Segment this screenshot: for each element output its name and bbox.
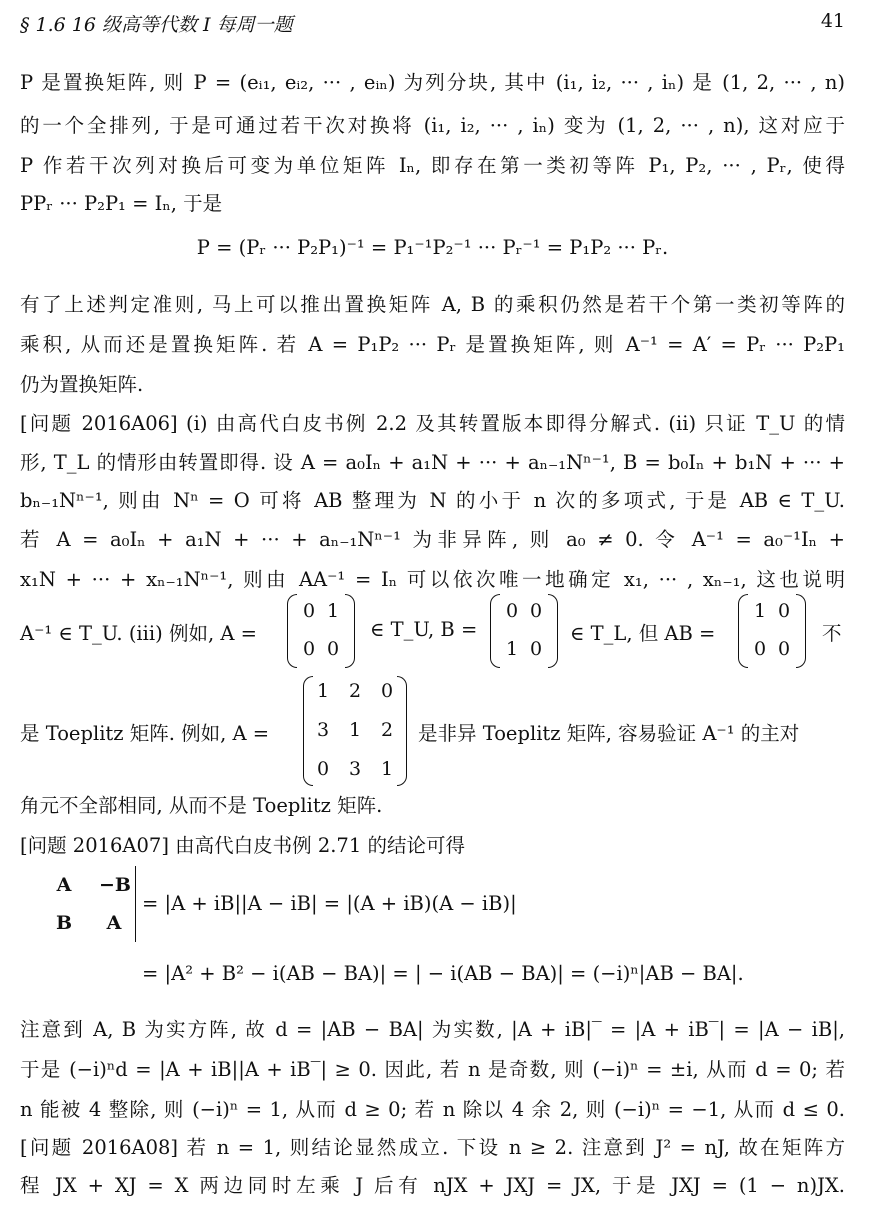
text-fragment: 不 (822, 622, 842, 645)
page-header (20, 10, 845, 36)
problem-heading-line: [问题 2016A08] 若 n = 1, 则结论显然成立. 下设 n ≥ 2. 注意到 J² = nJ, 故在矩阵方 (20, 1136, 845, 1159)
text-line: 程 JX + XJ = X 两边同时左乘 J 后有 nJX + JXJ = JX, 于是 JXJ = (1 − n)JX. (20, 1174, 845, 1197)
text-line: P 作若干次列对换后可变为单位矩阵 Iₙ, 即存在第一类初等阵 P₁, P₂, ··· , Pᵣ, 使得 (20, 154, 845, 177)
text-fragment: ∈ T_U, B = (370, 618, 478, 641)
display-equation: = |A² + B² − i(AB − BA)| = | − i(AB − BA)| = (−i)ⁿ|AB − BA|. (142, 962, 744, 985)
header-title: § 1.6 16 级高等代数 I 每周一题 (20, 14, 293, 36)
text-line: 角元不全部相同, 从而不是 Toeplitz 矩阵. (20, 794, 383, 817)
text-line: 的一个全排列, 于是可通过若干次对换将 (i₁, i₂, ··· , iₙ) 变为 (1, 2, ··· , n), 这对应于 (20, 114, 845, 137)
problem-heading-line: [问题 2016A06] (i) 由高代白皮书例 2.2 及其转置版本即得分解式. (ii) 只证 T_U 的情 (20, 412, 845, 435)
text-line: 若 A = a₀Iₙ + a₁N + ··· + aₙ₋₁Nⁿ⁻¹ 为非异阵, 则 a₀ ≠ 0. 令 A⁻¹ = a₀⁻¹Iₙ + (20, 528, 845, 551)
text-fragment: A⁻¹ ∈ T_U. (iii) 例如, A = (20, 622, 257, 645)
text-line: 形, T_L 的情形由转置即得. 设 A = a₀Iₙ + a₁N + ··· + aₙ₋₁Nⁿ⁻¹, B = b₀Iₙ + b₁N + ··· + (20, 451, 845, 474)
matrix-toeplitz: 1 2 0 3 1 2 0 3 1 (303, 676, 407, 786)
text-fragment: 是 Toeplitz 矩阵. 例如, A = (20, 722, 270, 745)
text-line: x₁N + ··· + xₙ₋₁Nⁿ⁻¹, 则由 AA⁻¹ = Iₙ 可以依次唯一地确定 x₁, ··· , xₙ₋₁, 这也说明 (20, 568, 845, 591)
text-line: 仍为置换矩阵. (20, 373, 144, 396)
text-fragment: 是非异 Toeplitz 矩阵, 容易验证 A⁻¹ 的主对 (418, 722, 800, 745)
text-line: PPᵣ ··· P₂P₁ = Iₙ, 于是 (20, 192, 223, 215)
text-line: bₙ₋₁Nⁿ⁻¹, 则由 Nⁿ = O 可将 AB 整理为 N 的小于 n 次的多项式, 于是 AB ∈ T_U. (20, 489, 845, 512)
text-line: 注意到 A, B 为实方阵, 故 d = |AB − BA| 为实数, |A + iB|‾ = |A + iB‾| = |A − iB|, (20, 1018, 845, 1041)
matrix-ab: 1 0 0 0 (738, 594, 806, 668)
text-fragment: ∈ T_L, 但 AB = (570, 622, 716, 645)
block-determinant: A −B B A (46, 866, 136, 942)
display-equation: P = (Pᵣ ··· P₂P₁)⁻¹ = P₁⁻¹P₂⁻¹ ··· Pᵣ⁻¹ = P₁P₂ ··· Pᵣ. (196, 236, 669, 259)
text-line: P 是置换矩阵, 则 P = (eᵢ₁, eᵢ₂, ··· , eᵢₙ) 为列分块, 其中 (i₁, i₂, ··· , iₙ) 是 (1, 2, ··· , n) (20, 71, 845, 94)
text-line: 于是 (−i)ⁿd = |A + iB||A + iB‾| ≥ 0. 因此, 若 n 是奇数, 则 (−i)ⁿ = ±i, 从而 d = 0; 若 (20, 1058, 845, 1081)
problem-heading-line: [问题 2016A07] 由高代白皮书例 2.71 的结论可得 (20, 834, 465, 857)
text-line: 有了上述判定准则, 马上可以推出置换矩阵 A, B 的乘积仍然是若干个第一类初等阵的 (20, 293, 845, 316)
matrix-a: 0 1 0 0 (287, 594, 355, 668)
page-number: 41 (820, 10, 845, 32)
matrix-b: 0 0 1 0 (490, 594, 558, 668)
text-line: 乘积, 从而还是置换矩阵. 若 A = P₁P₂ ··· Pᵣ 是置换矩阵, 则 A⁻¹ = A′ = Pᵣ ··· P₂P₁ (20, 333, 845, 356)
text-line: n 能被 4 整除, 则 (−i)ⁿ = 1, 从而 d ≥ 0; 若 n 除以 4 余 2, 则 (−i)ⁿ = −1, 从而 d ≤ 0. (20, 1098, 845, 1121)
display-equation: = |A + iB||A − iB| = |(A + iB)(A − iB)| (142, 892, 517, 915)
